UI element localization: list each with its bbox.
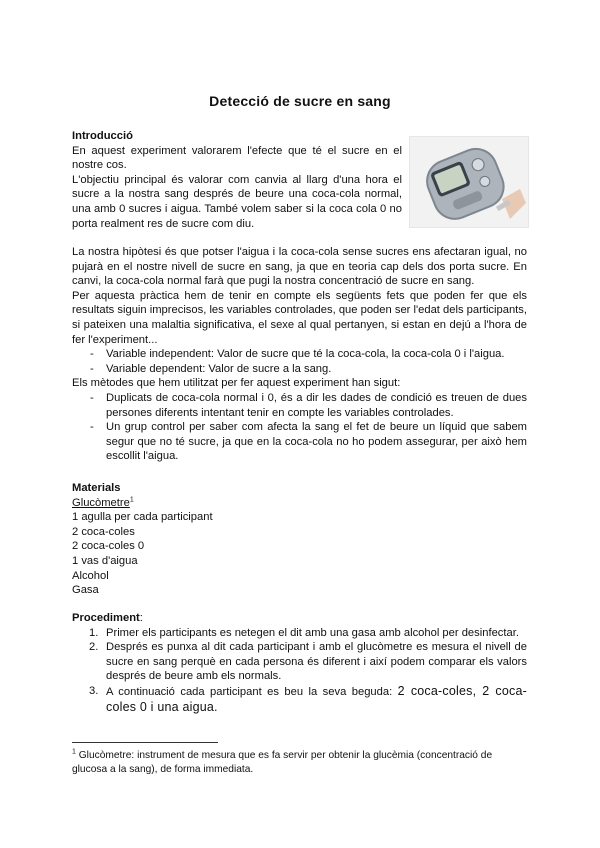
list-item [72, 626, 527, 641]
factors-paragraph: Per aquesta pràctica hem de tenir en compte els següents fets que poden fer que els resultats siguin imprecisos, les variables controlades, que poden ser l'edat dels participants, si pateixen una malaltia significativa, el sexe al qual pertanyen, si estan en dejú a l'hora de fer l'experiment... [72, 289, 527, 346]
list-item: - Variable independent: Valor de sucre que té la coca-cola, la coca-cola 0 i l'aigua. [72, 347, 527, 362]
procedure-colon: : [139, 612, 143, 624]
list-item: Alcohol [72, 569, 109, 582]
list-item: 1 agulla per cada participant [72, 511, 213, 524]
step-number: 1. [89, 626, 99, 639]
list-item: - Un grup control per saber com afecta la sang el fet de beure un líquid que sabem segur que no té sucre, ja que en la coca-cola no ho podem assegurar, per això hem escollit l'aigua. [72, 420, 527, 464]
variables-list [72, 347, 527, 376]
list-item: 1 vas d'aigua [72, 554, 138, 567]
footnote [72, 749, 527, 776]
footnote-text: Glucòmetre: instrument de mesura que es fa servir per obtenir la glucèmia (concentració de glucosa a la sang), de forma immediata. [72, 750, 493, 775]
list-item: - Duplicats de coca-cola normal i 0, és a dir les dades de condició es treuen de dues persones diferents intentant tenir en compte les variables controlades. [72, 391, 527, 420]
intro-section [72, 129, 402, 231]
list-item: - Variable dependent: Valor de sucre a la sang. [72, 362, 527, 377]
materials-heading: Materials [72, 482, 121, 494]
list-item: Gasa [72, 584, 99, 597]
footnote-divider [72, 742, 218, 743]
footnote-mark: 1 [72, 748, 76, 756]
procedure-heading-line [72, 611, 527, 626]
step-text: Primer els participants es netegen el dit amb una gasa amb alcohol per desinfectar. [106, 626, 519, 639]
body-section [72, 245, 527, 464]
page-title: Detecció de sucre en sang [209, 93, 391, 109]
step-number: 2. [89, 641, 99, 654]
glucometer-icon [410, 137, 528, 227]
list-item [72, 684, 527, 715]
hypothesis-paragraph: La nostra hipòtesi és que potser l'aigua i la coca-cola sense sucres ens afectaran igual, no pujarà en el nostre nivell de sucre en sang, ja que en teoria cap dels dos porta sucre. En canvi, la coca-cola normal farà que pugi la nostra concentració de sucre en sang. [72, 246, 527, 288]
step-number: 3. [89, 684, 99, 697]
intro-paragraph-2: L'objectiu principal és valorar com canvia al llarg d'una hora el sucre a la nostra sang després de beure una coca-cola normal, una amb 0 sucres i aigua. També volem saber si la coca cola 0 no porta realment res de sucre com diu. [72, 173, 402, 230]
step-text: Després es punxa al dit cada participant i amb el glucòmetre es mesura el nivell de sucre en sang perquè en cada persona és diferent i així podem comparar els valors després de beure amb els normals. [106, 641, 527, 683]
list-item [72, 640, 527, 684]
procedure-heading: Procediment [72, 612, 140, 624]
methods-intro: Els mètodes que hem utilitzat per fer aquest experiment han sigut: [72, 377, 401, 390]
step-text: A continuació cada participant es beu la seva beguda: [106, 685, 398, 698]
footnote-ref[interactable]: 1 [129, 495, 134, 503]
glucometer-label: Glucòmetre [72, 496, 130, 509]
glucometer-photo [409, 136, 529, 228]
intro-paragraph-1: En aquest experiment valorarem l'efecte que té el sucre en el nostre cos. [72, 144, 402, 172]
materials-section [72, 481, 372, 598]
step-text-drinks: 2 coca-coles, 2 coca-coles 0 i una aigua. [106, 683, 527, 714]
materials-first-item [72, 496, 372, 511]
list-item: 2 coca-coles [72, 525, 135, 538]
methods-list [72, 391, 527, 464]
intro-heading: Introducció [72, 130, 133, 142]
list-item: 2 coca-coles 0 [72, 540, 145, 553]
procedure-section [72, 611, 527, 715]
procedure-steps [72, 626, 527, 716]
